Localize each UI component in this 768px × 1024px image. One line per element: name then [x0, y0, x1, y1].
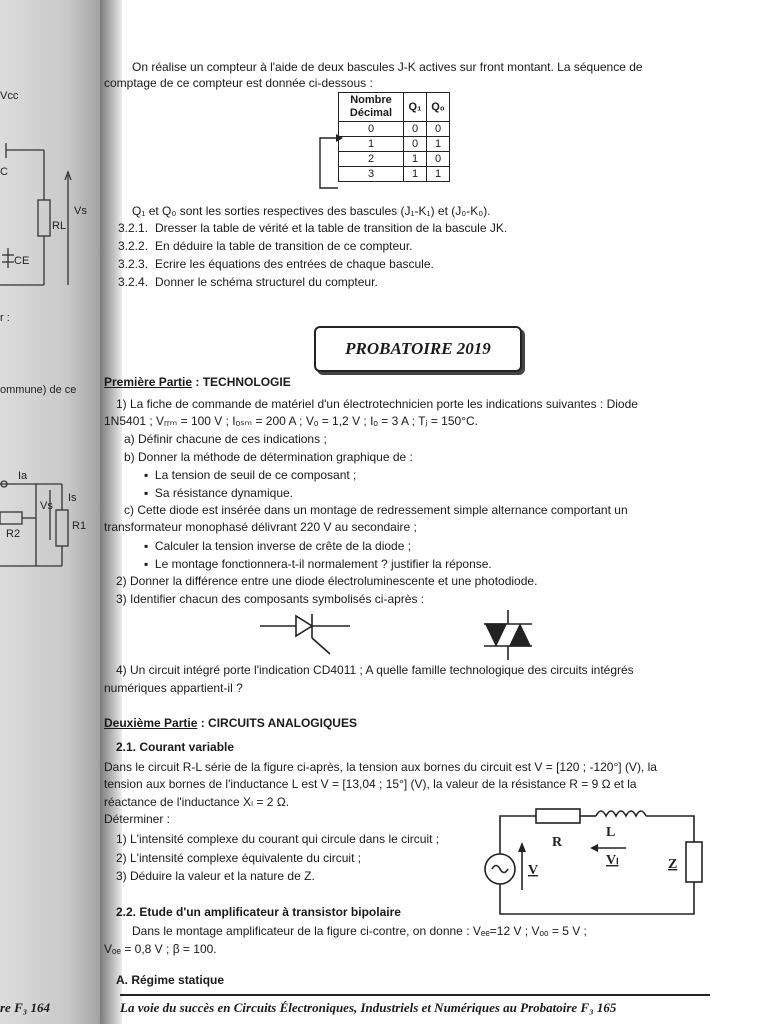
question-text: transformateur monophasé délivrant 220 V au secondaire ; [104, 520, 417, 534]
question-text: 1N5401 ; Vᵣᵣₘ = 100 V ; Iₒₛₘ = 200 A ; Vₒ = 1,2 V ; Iₒ = 3 A ; Tⱼ = 150°C. [104, 414, 479, 428]
left-label: Vs [74, 205, 87, 217]
question-text: a) Définir chacune de ces indications ; [124, 432, 327, 446]
part1-heading-title: : TECHNOLOGIE [192, 375, 291, 389]
table-cell: 1 [427, 167, 450, 182]
question-number: 3.2.1. [118, 221, 149, 235]
list-item-text: Sa résistance dynamique. [154, 486, 293, 500]
table-row [339, 137, 450, 152]
table-cell: 1 [427, 137, 450, 152]
left-label: Vs [40, 500, 53, 512]
diac-symbol-icon [480, 608, 540, 664]
table-cell: 1 [339, 137, 404, 152]
part2-heading [104, 716, 357, 731]
left-label: Vcc [0, 90, 19, 102]
table-header: Q₁ [404, 93, 427, 122]
left-label: Is [68, 492, 77, 504]
question-text: c) Cette diode est insérée dans un montage de redressement simple alternance comportant un [124, 503, 628, 517]
list-item: ▪ Calculer la tension inverse de crête de la diode ; [144, 539, 412, 553]
left-label: Ia [18, 470, 28, 482]
table-cell: 1 [404, 167, 427, 182]
table-row [339, 152, 450, 167]
table-header: Q₀ [427, 93, 450, 122]
table-cell: 0 [404, 137, 427, 152]
left-label: r : [0, 312, 10, 324]
question-number: 3.2.3. [118, 257, 149, 271]
loop-arrow-icon [316, 132, 346, 192]
table-cell: 0 [339, 122, 404, 137]
circuit-label-vl: Vₗ [606, 853, 619, 868]
section-heading: A. Régime statique [116, 973, 225, 987]
section-heading: 2.1. Courant variable [116, 740, 235, 754]
circuit-label-l: L [606, 825, 616, 840]
paragraph-line: Déterminer : [104, 812, 171, 826]
question-text: Donner le schéma structurel du compteur. [155, 275, 378, 289]
table-cell: 0 [404, 122, 427, 137]
table-cell: 0 [427, 152, 450, 167]
left-label: R2 [6, 528, 21, 540]
table-cell: 1 [404, 152, 427, 167]
list-item: ▪ Le montage fonctionnera-t-il normalement ? justifier la réponse. [144, 557, 492, 571]
rl-circuit-diagram [486, 806, 716, 916]
question-text: 2) Donner la différence entre une diode électroluminescente et une photodiode. [116, 574, 538, 588]
exam-title: PROBATOIRE 2019 [314, 326, 522, 372]
paragraph-line: tension aux bornes de l'inductance L est V = [13,04 ; 15°] (V), la valeur de la résistance R = 9 Ω et la [104, 777, 637, 791]
question-text: b) Donner la méthode de détermination graphique de : [124, 450, 413, 464]
left-page-footer: re F₃ 164 [0, 1000, 51, 1015]
question-number: 3.2.4. [118, 275, 149, 289]
sequence-table [338, 92, 450, 182]
left-page-circuits [0, 0, 112, 1024]
page-footer: La voie du succès en Circuits Électroniques, Industriels et Numériques au Probatoire F₃ 165 [120, 1000, 617, 1015]
q-note: Q₁ et Q₀ sont les sorties respectives des bascules (J₁-K₁) et (J₀-K₀). [132, 204, 491, 218]
left-label: C [0, 166, 8, 178]
paragraph-line: réactance de l'inductance Xₗ = 2 Ω. [104, 795, 290, 809]
part2-heading-label: Deuxième Partie [104, 716, 198, 730]
section-heading: 2.2. Etude d'un amplificateur à transistor bipolaire [116, 905, 401, 919]
question-number: 3.2.2. [118, 239, 149, 253]
list-item: 2) L'intensité complexe équivalente du circuit ; [116, 851, 362, 865]
table-header: Nombre Décimal [339, 93, 404, 122]
list-item: ▪ Sa résistance dynamique. [144, 486, 293, 500]
list-item: 1) L'intensité complexe du courant qui circule dans le circuit ; [116, 832, 440, 846]
list-item: 3) Déduire la valeur et la nature de Z. [116, 869, 315, 883]
list-item-text: La tension de seuil de ce composant ; [154, 468, 357, 482]
intro-line: comptage de ce compteur est donnée ci-dessous : [104, 76, 373, 90]
question-text: 1) La fiche de commande de matériel d'un électrotechnicien porte les indications suivantes : Diode [116, 397, 638, 411]
question-text: numériques appartient-il ? [104, 681, 243, 695]
table-row [339, 167, 450, 182]
question-text: 3) Identifier chacun des composants symbolisés ci-après : [116, 592, 425, 606]
left-label: RL [52, 220, 67, 232]
list-item: ▪ La tension de seuil de ce composant ; [144, 468, 357, 482]
part1-heading [104, 375, 291, 390]
circuit-label-z: Z [668, 857, 678, 872]
part2-heading-title: : CIRCUITS ANALOGIQUES [197, 716, 357, 730]
paragraph-line: Dans le circuit R-L série de la figure ci-après, la tension aux bornes du circuit est V = [120 ; -120°] (V), la [104, 760, 657, 774]
question-text: Ecrire les équations des entrées de chaque bascule. [155, 257, 434, 271]
circuit-label-v: V [528, 863, 539, 878]
table-cell: 3 [339, 167, 404, 182]
list-item-text: Le montage fonctionnera-t-il normalement ? justifier la réponse. [154, 557, 492, 571]
paragraph-line: Dans le montage amplificateur de la figure ci-contre, on donne : Vₑₑ=12 V ; Vₒₒ = 5 V ; [132, 924, 587, 938]
table-row [339, 122, 450, 137]
question-text: En déduire la table de transition de ce compteur. [155, 239, 413, 253]
left-label: ommune) de ce [0, 384, 77, 396]
question-text: Dresser la table de vérité et la table de transition de la bascule JK. [155, 221, 508, 235]
table-cell: 2 [339, 152, 404, 167]
left-label: CE [14, 255, 30, 267]
question-text: 4) Un circuit intégré porte l'indication CD4011 ; A quelle famille technologique des circuits intégrés [116, 663, 634, 677]
intro-line: On réalise un compteur à l'aide de deux bascules J-K actives sur front montant. La séquence de [132, 60, 643, 74]
thyristor-symbol-icon [258, 610, 358, 660]
footer-divider [120, 994, 710, 996]
table-cell: 0 [427, 122, 450, 137]
table-header-row [339, 93, 450, 122]
list-item-text: Calculer la tension inverse de crête de la diode ; [154, 539, 412, 553]
paragraph-line: Vₒₑ = 0,8 V ; β = 100. [104, 942, 217, 956]
left-page [0, 0, 112, 1024]
left-label: R1 [72, 520, 87, 532]
part1-heading-label: Première Partie [104, 375, 193, 389]
circuit-label-r: R [552, 835, 563, 850]
